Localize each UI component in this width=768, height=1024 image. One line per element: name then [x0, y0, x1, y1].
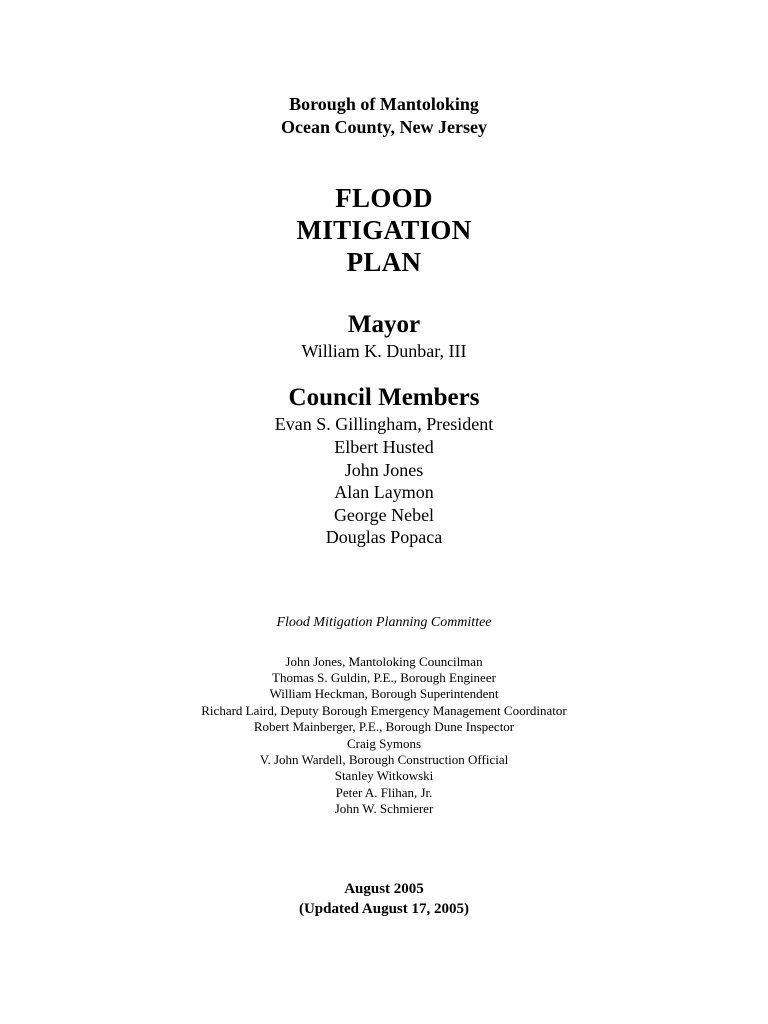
title-line-mitigation: MITIGATION	[296, 215, 472, 245]
document-date: August 2005	[344, 881, 424, 897]
council-heading: Council Members	[288, 384, 480, 411]
borough-name: Borough of Mantoloking	[289, 94, 479, 114]
committee-member: John W. Schmierer	[334, 801, 434, 816]
committee-member: Robert Mainberger, P.E., Borough Dune Inspector	[253, 719, 515, 734]
county-state: Ocean County, New Jersey	[281, 117, 487, 137]
committee-member: Craig Symons	[346, 736, 422, 751]
council-member: John Jones	[344, 460, 424, 480]
committee-member: V. John Wardell, Borough Construction Official	[259, 752, 509, 767]
mayor-heading: Mayor	[347, 311, 421, 338]
committee-member: Thomas S. Guldin, P.E., Borough Engineer	[272, 670, 496, 685]
council-member: Alan Laymon	[334, 482, 434, 502]
committee-member: Richard Laird, Deputy Borough Emergency Management Coordinator	[201, 703, 567, 718]
committee-title: Flood Mitigation Planning Committee	[276, 615, 492, 630]
council-member: Elbert Husted	[334, 437, 434, 457]
document-updated-date: (Updated August 17, 2005)	[298, 901, 470, 917]
committee-member: Peter A. Flihan, Jr.	[335, 785, 433, 800]
council-member: Evan S. Gillingham, President	[274, 414, 494, 434]
committee-member: William Heckman, Borough Superintendent	[269, 686, 499, 701]
committee-member: John Jones, Mantoloking Councilman	[285, 654, 483, 669]
title-line-plan: PLAN	[346, 247, 422, 277]
council-member: George Nebel	[333, 505, 435, 525]
committee-member: Stanley Witkowski	[334, 768, 434, 783]
title-line-flood: FLOOD	[335, 183, 433, 213]
mayor-name: William K. Dunbar, III	[301, 341, 467, 361]
council-member: Douglas Popaca	[325, 527, 443, 547]
